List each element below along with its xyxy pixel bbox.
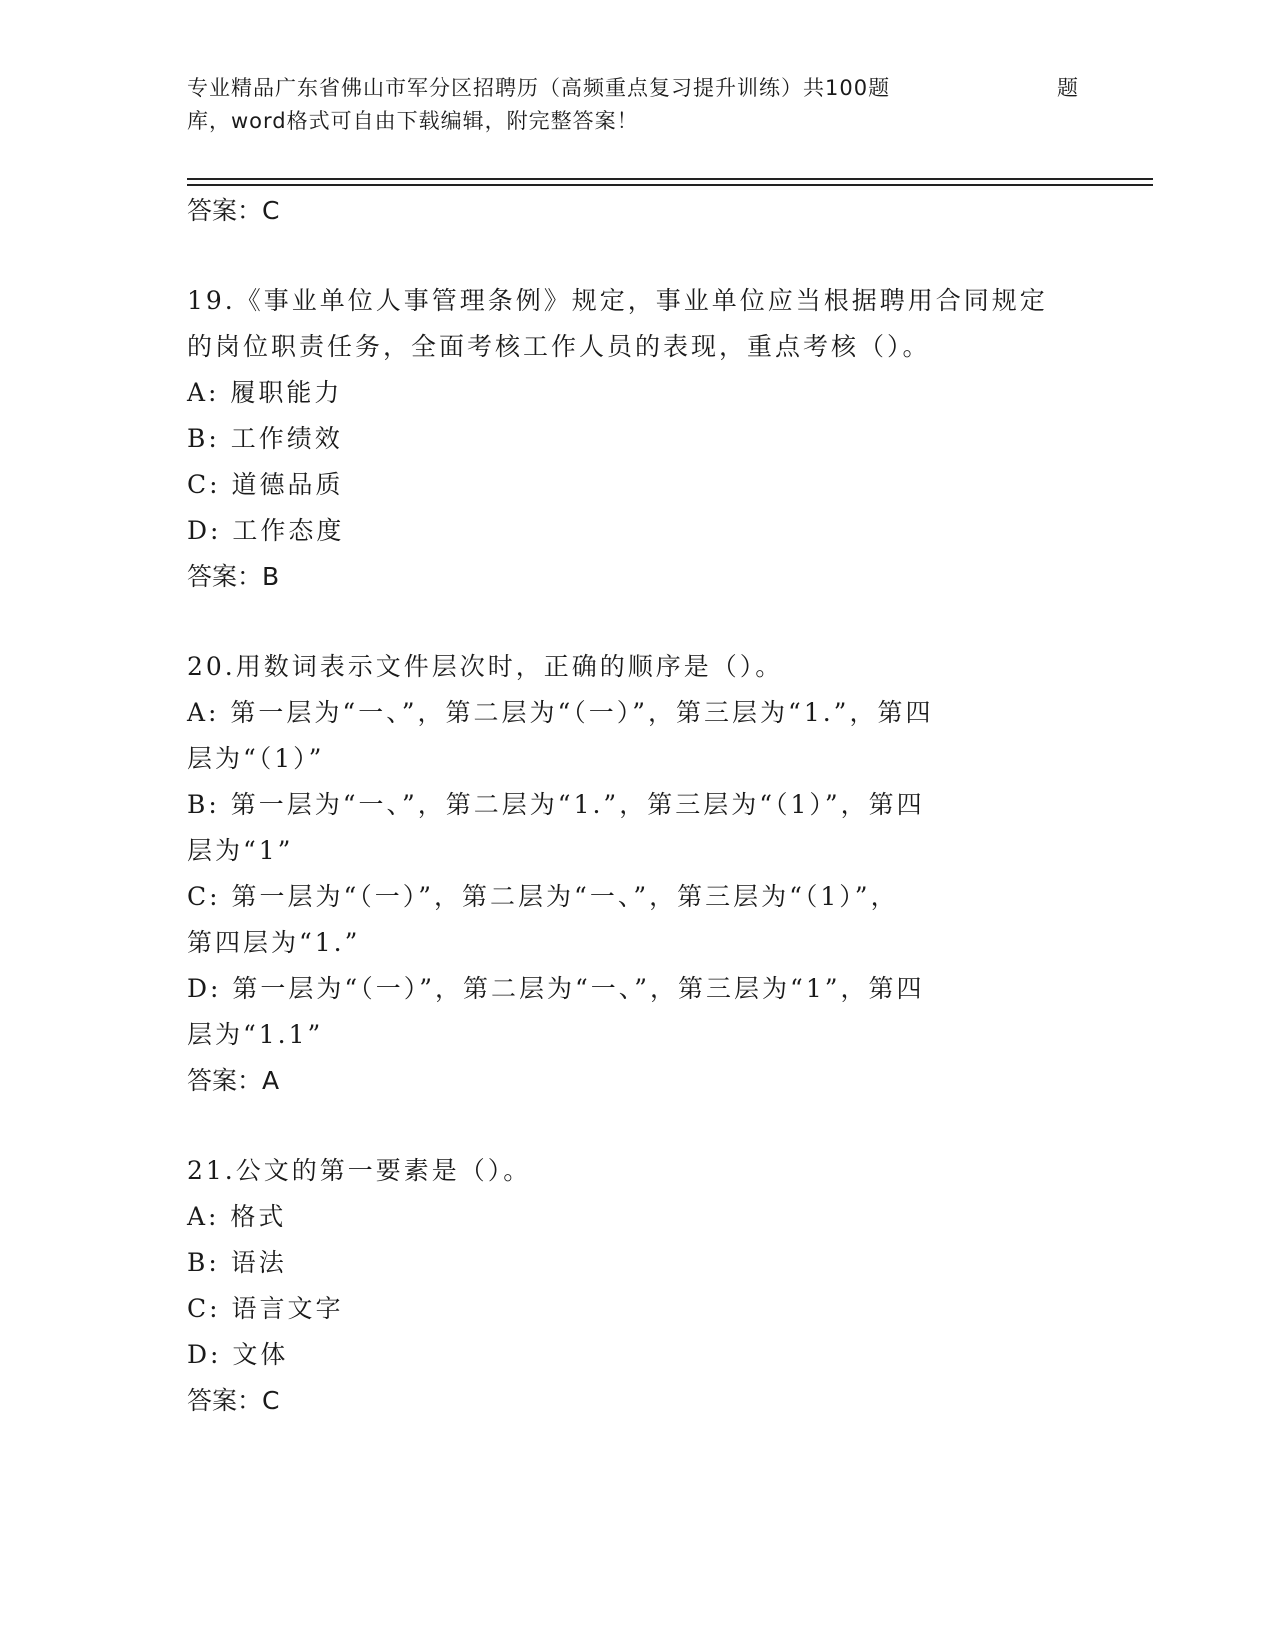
spacer — [187, 234, 1087, 278]
question-stem: 21.公文的第一要素是（）。 — [187, 1156, 532, 1185]
question-stem: 20.用数词表示文件层次时，正确的顺序是（）。 — [187, 652, 784, 681]
option-d-continued: 层为“1.1” — [187, 1020, 324, 1049]
option-a: A: 第一层为“一、”，第二层为“（一）”，第三层为“1.”，第四 — [187, 698, 934, 727]
answer-line: 答案：C — [187, 196, 280, 225]
option-d: D: 工作态度 — [187, 516, 345, 545]
answer-line: 答案：C — [187, 1386, 280, 1415]
header-line-2: 库，word格式可自由下载编辑，附完整答案！ — [187, 109, 639, 133]
question-block — [187, 1148, 1087, 1424]
header-rule-bottom — [187, 184, 1153, 186]
document-header — [187, 72, 1087, 138]
option-c: C: 语言文字 — [187, 1294, 344, 1323]
spacer — [187, 1104, 1087, 1148]
answer-line: 答案：B — [187, 562, 280, 591]
option-b-continued: 层为“1” — [187, 836, 294, 865]
question-block — [187, 278, 1087, 600]
option-b: B: 第一层为“一、”，第二层为“1.”，第三层为“（1）”，第四 — [187, 790, 925, 819]
option-c: C: 道德品质 — [187, 470, 344, 499]
header-line-1: 专业精品广东省佛山市军分区招聘历（高频重点复习提升训练）共100题 — [187, 76, 891, 100]
question-stem: 的岗位职责任务，全面考核工作人员的表现，重点考核（）。 — [187, 332, 931, 361]
option-a-continued: 层为“（1）” — [187, 744, 325, 773]
question-stem: 19.《事业单位人事管理条例》规定，事业单位应当根据聘用合同规定 — [187, 286, 1048, 315]
option-c-continued: 第四层为“1.” — [187, 928, 361, 957]
option-b: B: 语法 — [187, 1248, 287, 1277]
question-block — [187, 644, 1087, 1104]
option-a: A: 格式 — [187, 1202, 287, 1231]
document-body — [187, 188, 1087, 1424]
option-c: C: 第一层为“（一）”，第二层为“一、”，第三层为“（1）”， — [187, 882, 899, 911]
spacer — [187, 600, 1087, 644]
header-line-1-tail: 题 — [1057, 76, 1079, 100]
option-b: B: 工作绩效 — [187, 424, 343, 453]
option-a: A: 履职能力 — [187, 378, 343, 407]
option-d: D: 文体 — [187, 1340, 289, 1369]
answer-line: 答案：A — [187, 1066, 280, 1095]
option-d: D: 第一层为“（一）”，第二层为“一、”，第三层为“1”，第四 — [187, 974, 925, 1003]
header-rule-top — [187, 178, 1153, 180]
